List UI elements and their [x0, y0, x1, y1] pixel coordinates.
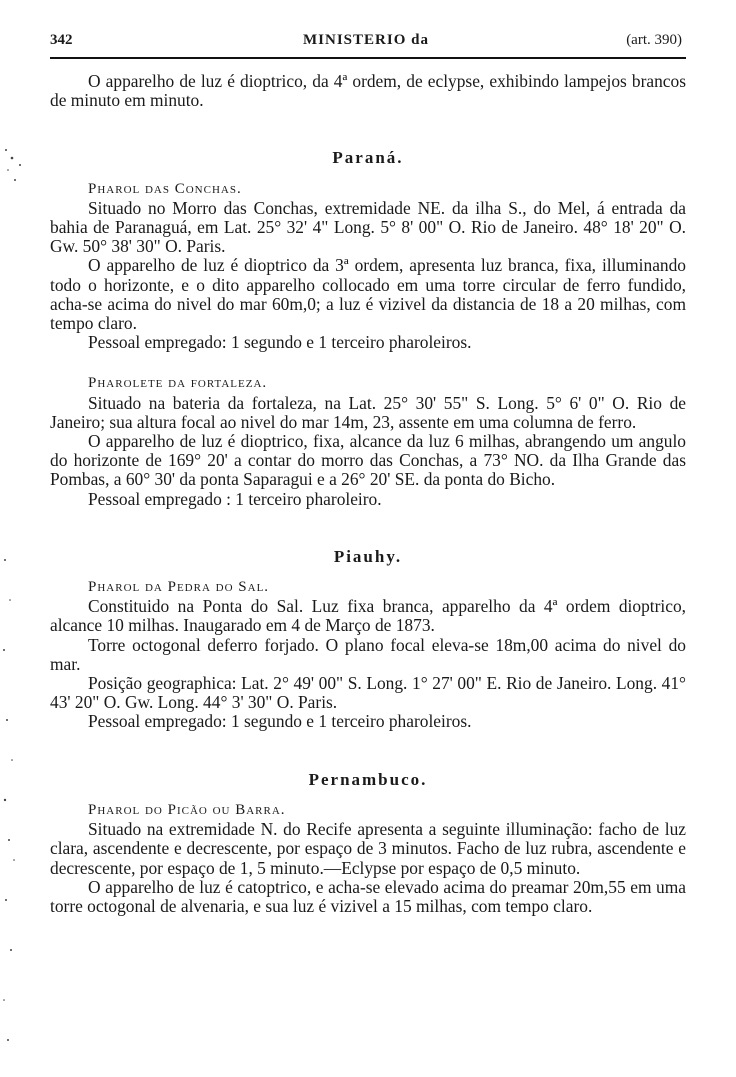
page-body	[50, 72, 686, 916]
running-title: MINISTERIO da	[303, 32, 429, 48]
article-reference: (art. 390)	[626, 32, 682, 48]
sal-description: Constituido na Ponta do Sal. Luz fixa branca, apparelho da 4ª ordem dioptrico, alcance 10 milhas. Inaugarado em 4 de Março de 1873.	[50, 596, 686, 636]
conchas-staff: Pessoal empregado: 1 segundo e 1 terceiro pharoleiros.	[88, 332, 472, 353]
subheading-pharolete-fortaleza: Pharolete da fortaleza.	[88, 375, 268, 392]
sal-position: Posição geographica: Lat. 2° 49' 00" S. Long. 1° 27' 00" E. Rio de Janeiro. Long. 41° 43' 20" O. Gw. Long. 44° 3' 30" O. Paris.	[50, 673, 686, 713]
heading-parana: Paraná.	[332, 148, 404, 168]
picao-apparatus: O apparelho de luz é catoptrico, e acha-se elevado acima do preamar 20m,55 em uma torre octogonal de alvenaria, e sua luz é vizivel a 15 milhas, com tempo claro.	[50, 876, 686, 916]
conchas-apparatus: O apparelho de luz é dioptrico da 3ª ordem, apresenta luz branca, fixa, illuminando todo o horizonte, e o dito apparelho collocado em uma torre circular de ferro fundido, acha-se acima do nivel do mar 60m,0; a luz é vizivel da distancia de 18 a 20 milhas, com tempo claro.	[50, 255, 686, 334]
intro-paragraph: O apparelho de luz é dioptrico, da 4ª ordem, de eclypse, exhibindo lampejos brancos de minuto em minuto.	[50, 71, 686, 111]
heading-pernambuco: Pernambuco.	[308, 769, 428, 789]
page-header	[50, 32, 682, 52]
fortaleza-staff: Pessoal empregado : 1 terceiro pharoleiro.	[88, 488, 382, 509]
header-rule	[50, 57, 686, 59]
subheading-pharol-picao: Pharol do Picão ou Barra.	[88, 801, 286, 818]
picao-illumination: Situado na extremidade N. do Recife apresenta a seguinte illuminação: facho de luz clara, ascendente e decrescente, por espaço de 3 minutos. Facho de luz rubra, ascendente e decrescente, por espaço de 1, 5 minuto.—Eclypse por espaço de 0,5 minuto.	[50, 819, 686, 878]
subheading-pharol-pedra-do-sal: Pharol da Pedra do Sal.	[88, 579, 270, 596]
subheading-pharol-conchas: Pharol das Conchas.	[88, 180, 242, 197]
sal-staff: Pessoal empregado: 1 segundo e 1 terceiro pharoleiros.	[88, 711, 472, 732]
page-number: 342	[50, 32, 73, 48]
heading-piauhy: Piauhy.	[333, 546, 403, 566]
sal-tower: Torre octogonal deferro forjado. O plano focal eleva-se 18m,00 acima do nivel do mar.	[50, 634, 686, 674]
fortaleza-apparatus: O apparelho de luz é dioptrico, fixa, alcance da luz 6 milhas, abrangendo um angulo do horizonte de 169° 20' a contar do morro das Conchas, a 73° NO. da Ilha Grande das Pombas, a 60° 30' da ponta Saparagui e a 26° 20' SE. da ponta do Bicho.	[50, 431, 686, 490]
scan-edge-specks	[0, 0, 40, 1077]
conchas-location: Situado no Morro das Conchas, extremidade NE. da ilha S., do Mel, á entrada da bahia de Paranaguá, em Lat. 25° 32' 4" Long. 5° 8' 00" O. Rio de Janeiro. 48° 18' 20" O. Gw. 50° 38' 30" O. Paris.	[50, 197, 686, 257]
fortaleza-location: Situado na bateria da fortaleza, na Lat. 25° 30' 55" S. Long. 5° 6' 0" O. Rio de Janeiro; sua altura focal ao nivel do mar 14m, 23, assente em uma columna de ferro.	[50, 392, 686, 432]
